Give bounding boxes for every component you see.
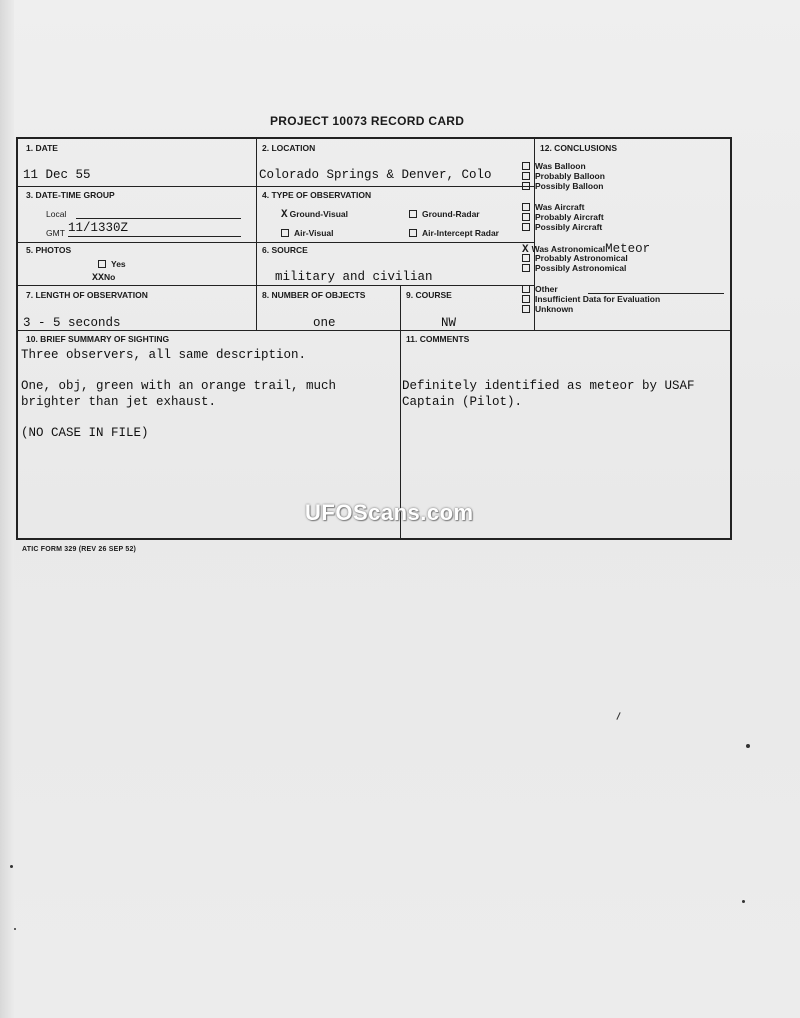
comments-label: 11. COMMENTS	[406, 334, 470, 344]
air-intercept-radar-option	[409, 228, 499, 238]
conclusion-item	[522, 202, 584, 212]
conclusion-text: Probably Aircraft	[535, 212, 604, 222]
scan-speck	[14, 928, 16, 930]
conclusion-checkbox	[522, 213, 530, 221]
objects-label: 8. NUMBER OF OBJECTS	[262, 290, 366, 300]
record-card	[16, 137, 732, 540]
conclusion-item	[522, 161, 586, 171]
summary-line-1: Three observers, all same description.	[21, 348, 307, 362]
date-cell	[18, 139, 256, 186]
length-label: 7. LENGTH OF OBSERVATION	[26, 290, 148, 300]
local-label: Local	[46, 209, 67, 219]
type-of-observation-cell	[256, 186, 534, 242]
location-value: Colorado Springs & Denver, Colo	[259, 168, 492, 182]
length-value: 3 - 5 seconds	[23, 316, 121, 330]
conclusion-check-mark: X	[522, 244, 529, 256]
conclusions-label: 12. CONCLUSIONS	[540, 143, 617, 153]
conclusion-text: Probably Astronomical	[535, 253, 628, 263]
comments-line-1: Definitely identified as meteor by USAF	[402, 379, 695, 393]
conclusion-checkbox	[522, 305, 530, 313]
air-visual-checkbox	[281, 229, 289, 237]
date-value: 11 Dec 55	[23, 168, 91, 182]
local-underline	[76, 218, 241, 219]
conclusion-text: Probably Balloon	[535, 171, 605, 181]
photos-no-mark: XX	[92, 273, 105, 284]
ground-visual-text: Ground-Visual	[289, 209, 349, 219]
course-value: NW	[441, 316, 457, 330]
conclusion-text: Possibly Balloon	[535, 181, 604, 191]
conclusion-item	[522, 304, 573, 314]
summary-label: 10. BRIEF SUMMARY OF SIGHTING	[26, 334, 170, 344]
photos-yes-text: Yes	[111, 259, 126, 269]
conclusion-checkbox	[522, 223, 530, 231]
scan-speck	[10, 865, 13, 868]
scan-speck	[742, 900, 745, 903]
conclusion-item	[522, 253, 628, 263]
conclusion-text: Possibly Astronomical	[535, 263, 627, 273]
watermark: UFOScans.com	[305, 500, 474, 525]
conclusion-typed-note: Meteor	[605, 242, 651, 256]
gmt-underline	[68, 236, 241, 237]
conclusion-text: Insufficient Data for Evaluation	[535, 294, 661, 304]
photos-cell	[18, 242, 256, 285]
course-cell	[400, 285, 534, 330]
summary-line-4: (NO CASE IN FILE)	[21, 426, 149, 440]
photos-no-option	[92, 272, 115, 284]
form-footer: ATIC FORM 329 (REV 26 SEP 52)	[22, 546, 137, 553]
ground-visual-check-mark: X	[281, 209, 288, 221]
ground-radar-text: Ground-Radar	[422, 209, 480, 219]
conclusion-checkbox	[522, 162, 530, 170]
date-time-group-cell	[18, 186, 256, 242]
conclusion-checkbox	[522, 172, 530, 180]
ground-visual-option	[281, 209, 348, 221]
conclusion-text: Was Balloon	[535, 161, 586, 171]
scan-speck	[746, 744, 750, 748]
objects-cell	[256, 285, 400, 330]
conclusion-checkbox	[522, 285, 530, 293]
conclusion-checkbox	[522, 264, 530, 272]
photos-yes-option	[98, 259, 126, 269]
course-label: 9. COURSE	[406, 290, 452, 300]
conclusion-checkbox	[522, 254, 530, 262]
gmt-label: GMT	[46, 228, 65, 238]
location-cell	[256, 139, 534, 186]
conclusion-item	[522, 222, 602, 232]
conclusion-item	[522, 171, 605, 181]
ground-radar-option	[409, 209, 480, 219]
conclusion-checkbox	[522, 203, 530, 211]
photos-no-text: No	[104, 272, 116, 282]
air-intercept-radar-checkbox	[409, 229, 417, 237]
conclusion-item	[522, 284, 558, 294]
type-of-observation-label: 4. TYPE OF OBSERVATION	[262, 190, 372, 200]
conclusion-checkbox	[522, 182, 530, 190]
comments-line-2: Captain (Pilot).	[402, 395, 523, 409]
conclusion-item	[522, 212, 604, 222]
air-visual-text: Air-Visual	[294, 228, 334, 238]
conclusion-text: Was Astronomical	[531, 244, 606, 254]
ground-radar-checkbox	[409, 210, 417, 218]
photos-label: 5. PHOTOS	[26, 245, 72, 255]
air-visual-option	[281, 228, 334, 238]
source-value: military and civilian	[275, 270, 433, 284]
summary-line-3: brighter than jet exhaust.	[21, 395, 217, 409]
conclusion-text: Was Aircraft	[535, 202, 585, 212]
conclusion-checkbox	[522, 295, 530, 303]
conclusion-item	[522, 294, 660, 304]
source-cell	[256, 242, 534, 285]
date-time-group-label: 3. DATE-TIME GROUP	[26, 190, 115, 200]
air-intercept-radar-text: Air-Intercept Radar	[422, 228, 499, 238]
date-label: 1. DATE	[26, 143, 58, 153]
photos-yes-checkbox	[98, 260, 106, 268]
length-cell	[18, 285, 256, 330]
card-title: PROJECT 10073 RECORD CARD	[270, 114, 465, 128]
gmt-value: 11/1330Z	[68, 221, 129, 235]
conclusion-text: Unknown	[535, 304, 574, 314]
conclusion-text: Possibly Aircraft	[535, 222, 603, 232]
summary-line-2: One, obj, green with an orange trail, much	[21, 379, 337, 393]
objects-value: one	[313, 316, 336, 330]
conclusion-item	[522, 263, 626, 273]
conclusion-item	[522, 181, 604, 191]
location-label: 2. LOCATION	[262, 143, 316, 153]
conclusion-text: Other	[535, 284, 558, 294]
source-label: 6. SOURCE	[262, 245, 308, 255]
